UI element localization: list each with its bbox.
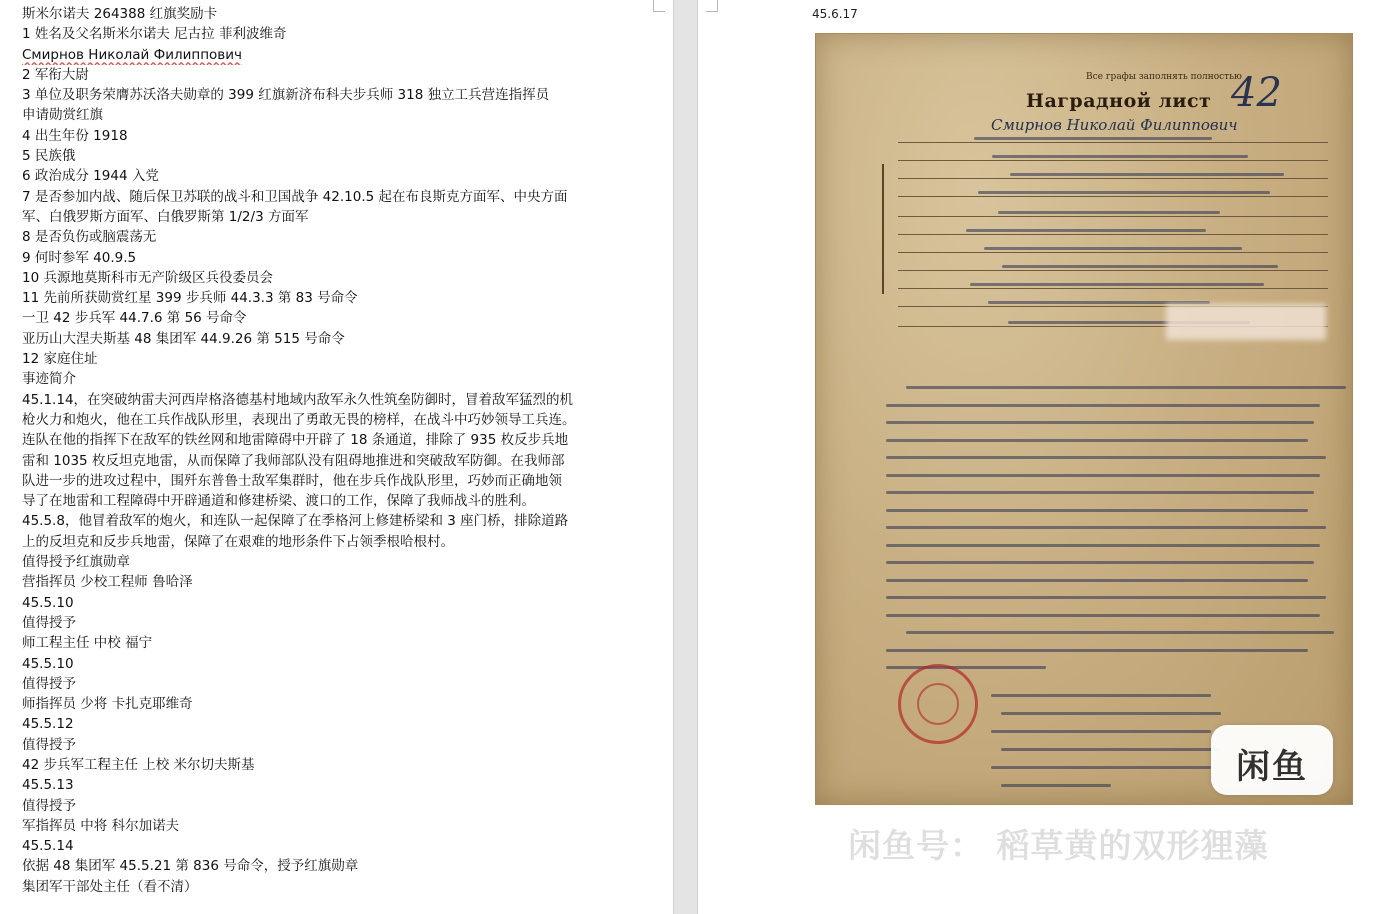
document-line: 亚历山大涅夫斯基 48 集团军 44.9.26 第 515 号命令 bbox=[22, 330, 345, 347]
scan-handwriting-stroke bbox=[886, 439, 1308, 442]
document-line: 值得授予 bbox=[22, 675, 76, 692]
scan-handwriting-stroke bbox=[966, 229, 1206, 232]
document-line: 11 先前所获勋赏红星 399 步兵师 44.3.3 第 83 号命令 bbox=[22, 290, 358, 307]
document-line: 42 步兵军工程主任 上校 米尔切夫斯基 bbox=[22, 756, 255, 773]
scan-handwriting-stroke bbox=[1010, 173, 1284, 176]
document-line: 4 出生年份 1918 bbox=[22, 127, 128, 144]
red-seal-stamp-icon bbox=[898, 664, 978, 744]
document-line: 集团军干部处主任（看不清） bbox=[22, 878, 198, 895]
document-line: 2 军衔大尉 bbox=[22, 66, 89, 83]
award-sheet-scan-image bbox=[815, 33, 1353, 805]
scan-handwriting-stroke bbox=[886, 544, 1320, 547]
document-line: 1 姓名及父名斯米尔诺夫 尼古拉 菲利波维奇 bbox=[22, 26, 287, 43]
scan-handwriting-stroke bbox=[1002, 265, 1278, 268]
scan-form-rule bbox=[898, 252, 1328, 253]
document-line: 上的反坦克和反步兵地雷，保障了在艰难的地形条件下占领季根哈根村。 bbox=[22, 533, 454, 550]
document-line: 45.5.12 bbox=[22, 716, 74, 733]
document-line: 8 是否负伤或脑震荡无 bbox=[22, 229, 157, 246]
scan-handwriting-stroke bbox=[886, 666, 1046, 669]
scan-handwriting-stroke bbox=[991, 766, 1211, 769]
document-line: 枪火力和炮火，他在工兵作战队形里，表现出了勇敢无畏的榜样，在战斗中巧妙领导工兵连。 bbox=[22, 411, 576, 428]
scan-handwriting-stroke bbox=[1001, 784, 1111, 787]
left-document-page bbox=[0, 0, 673, 914]
document-line: 师指挥员 少将 卡扎克耶维奇 bbox=[22, 696, 193, 713]
document-line: 一卫 42 步兵军 44.7.6 第 56 号命令 bbox=[22, 310, 247, 327]
scan-handwriting-stroke bbox=[886, 614, 1320, 617]
scan-handwriting-stroke bbox=[906, 631, 1334, 634]
document-line: 申请勋赏红旗 bbox=[22, 107, 103, 124]
document-line: 值得授予 bbox=[22, 614, 76, 631]
document-line: 导了在地雷和工程障碍中开辟通道和修建桥梁、渡口的工作，保障了我师战斗的胜利。 bbox=[22, 493, 535, 510]
scan-handwriting-stroke bbox=[886, 561, 1314, 564]
scan-handwriting-stroke bbox=[1001, 748, 1221, 751]
document-line: 值得授予 bbox=[22, 797, 76, 814]
document-text-body bbox=[22, 4, 667, 897]
scan-form-rule bbox=[898, 270, 1328, 271]
scan-handwriting-stroke bbox=[998, 211, 1220, 214]
document-line: 45.5.8，他冒着敌军的炮火，和连队一起保障了在季格河上修建桥梁和 3 座门桥，排除道路 bbox=[22, 513, 569, 530]
document-line: 45.5.10 bbox=[22, 655, 74, 672]
scan-handwritten-number: 42 bbox=[1231, 70, 1282, 116]
document-line: 依据 48 集团军 45.5.21 第 836 号命令，授予红旗勋章 bbox=[22, 858, 359, 875]
page-gutter bbox=[673, 0, 698, 914]
scan-form-rule bbox=[898, 142, 1328, 143]
scan-handwriting-stroke bbox=[886, 526, 1326, 529]
scan-blurred-address bbox=[1166, 304, 1326, 340]
scan-handwriting-stroke bbox=[886, 421, 1314, 424]
right-document-page bbox=[698, 0, 1400, 914]
scan-handwriting-stroke bbox=[906, 386, 1346, 389]
scan-handwriting-stroke bbox=[992, 155, 1248, 158]
watermark-text: 闲鱼号： 稻草黄的双形狸藻 bbox=[848, 826, 1269, 865]
scan-form-rule bbox=[898, 196, 1328, 197]
scan-handwriting-stroke bbox=[886, 456, 1326, 459]
scan-handwriting-stroke bbox=[886, 404, 1320, 407]
document-line: 营指挥员 少校工程师 鲁哈泽 bbox=[22, 574, 193, 591]
document-line: 7 是否参加内战、随后保卫苏联的战斗和卫国战争 42.10.5 起在布良斯克方面军、中央方面 bbox=[22, 188, 568, 205]
scan-form-rule bbox=[898, 178, 1328, 179]
document-line: 值得授予 bbox=[22, 736, 76, 753]
document-line: 45.5.13 bbox=[22, 777, 74, 794]
page-corner-marker bbox=[706, 0, 718, 12]
document-line: 45.1.14，在突破纳雷夫河西岸格洛德基村地域内敌军永久性筑垒防御时，冒着敌军猛烈的机 bbox=[22, 391, 574, 408]
document-line: 12 家庭住址 bbox=[22, 351, 98, 368]
document-line: 10 兵源地莫斯科市无产阶级区兵役委员会 bbox=[22, 269, 273, 286]
document-line: 45.5.10 bbox=[22, 594, 74, 611]
document-line: 9 何时参军 40.9.5 bbox=[22, 249, 137, 266]
scan-form-rule bbox=[898, 216, 1328, 217]
document-line: 师工程主任 中校 福宁 bbox=[22, 635, 153, 652]
document-line: 6 政治成分 1944 入党 bbox=[22, 168, 159, 185]
scan-form-rule bbox=[898, 288, 1328, 289]
document-line: 值得授予红旗勋章 bbox=[22, 554, 130, 571]
document-line: 队进一步的进攻过程中，围歼东普鲁士敌军集群时，他在步兵作战队形里，巧妙而正确地领 bbox=[22, 472, 562, 489]
scan-handwriting-stroke bbox=[991, 694, 1211, 697]
scan-handwriting-stroke bbox=[970, 283, 1264, 286]
document-line: 事迹简介 bbox=[22, 371, 76, 388]
scan-side-stamp bbox=[882, 164, 894, 294]
scan-title: Наградной лист bbox=[1026, 90, 1212, 112]
document-line: 雷和 1035 枚反坦克地雷，从而保障了我师部队没有阻碍地推进和突破敌军防御。在我师部 bbox=[22, 452, 565, 469]
scan-handwriting-stroke bbox=[886, 649, 1308, 652]
document-line: 5 民族俄 bbox=[22, 148, 76, 165]
scan-form-rule bbox=[898, 234, 1328, 235]
scan-handwriting-stroke bbox=[991, 730, 1211, 733]
scan-handwriting-stroke bbox=[978, 191, 1270, 194]
document-line: 45.5.14 bbox=[22, 838, 74, 855]
xianyu-logo-watermark: 闲鱼 bbox=[1211, 725, 1333, 795]
scan-header-note: Все графы заполнять полностью bbox=[1086, 72, 1242, 82]
scan-handwriting-stroke bbox=[974, 137, 1212, 140]
document-line: 斯米尔诺夫 264388 红旗奖励卡 bbox=[22, 6, 218, 22]
document-line: 连队在他的指挥下在敌军的铁丝网和地雷障碍中开辟了 18 条通道，排除了 935 枚反步兵地 bbox=[22, 432, 569, 449]
scan-handwriting-stroke bbox=[984, 247, 1242, 250]
scan-handwriting-stroke bbox=[886, 579, 1308, 582]
scan-handwriting-stroke bbox=[886, 509, 1308, 512]
document-line: 军指挥员 中将 科尔加诺夫 bbox=[22, 817, 180, 834]
scan-handwritten-name: Смирнов Николай Филиппович bbox=[991, 116, 1238, 134]
scan-handwriting-stroke bbox=[1001, 712, 1221, 715]
scan-handwriting-stroke bbox=[886, 596, 1326, 599]
scan-handwriting-stroke bbox=[886, 474, 1320, 477]
scan-handwriting-stroke bbox=[886, 491, 1314, 494]
document-line: 军、白俄罗斯方面军、白俄罗斯第 1/2/3 方面军 bbox=[22, 208, 309, 225]
scan-date-label: 45.6.17 bbox=[812, 7, 858, 21]
document-line: 3 单位及职务荣膺苏沃洛夫勋章的 399 红旗新济布科夫步兵师 318 独立工兵营连指挥员 bbox=[22, 87, 550, 104]
document-line: Смирнов Николай Филиппович bbox=[22, 46, 243, 63]
scan-form-rule bbox=[898, 160, 1328, 161]
